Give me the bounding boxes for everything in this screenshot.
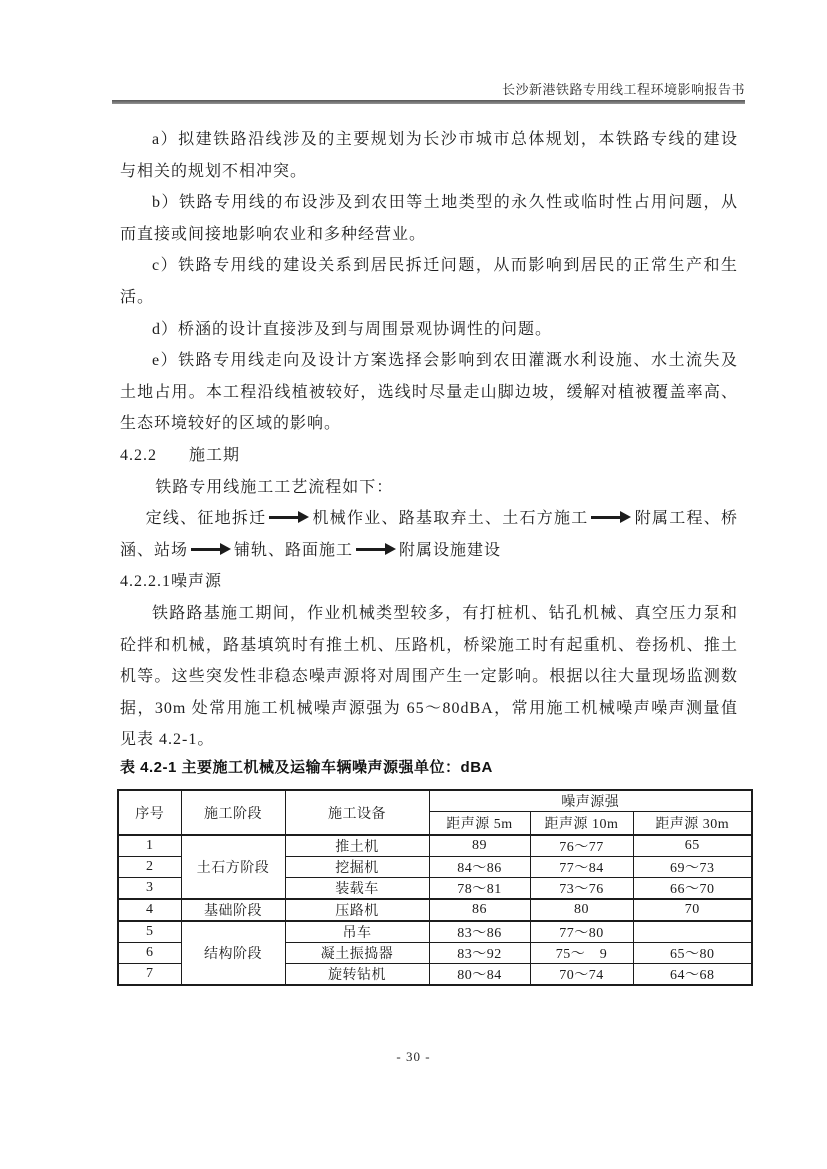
cell-5m: 83～92 [429,943,530,964]
cell-stage: 结构阶段 [181,921,285,985]
long-right-arrow-icon [191,548,221,551]
section-heading-4-2-2 [120,440,738,472]
process-step: 附属工程、桥涵、站场 [120,510,738,559]
cell-no: 5 [118,921,181,943]
process-flow [120,503,738,566]
process-intro: 铁路专用线施工工艺流程如下： [155,478,394,496]
cell-30m: 66～70 [633,878,752,900]
subsection-heading-4-2-2-1: 4.2.2.1噪声源 [120,573,223,591]
cell-30m: 70 [633,899,752,921]
col-header-stage: 施工阶段 [181,790,285,835]
cell-equipment: 挖掘机 [285,857,429,878]
table-row [118,921,752,943]
cell-10m: 73～76 [530,878,633,900]
cell-5m: 78～81 [429,878,530,900]
process-step: 铺轨、路面施工 [234,541,354,559]
cell-5m: 84～86 [429,857,530,878]
col-header-10m: 距声源 10m [530,812,633,836]
col-header-30m: 距声源 30m [633,812,752,836]
cell-10m: 76～77 [530,835,633,857]
col-header-noise-strength: 噪声源强 [429,790,752,812]
section-number: 4.2.2 [120,446,157,464]
cell-no: 6 [118,943,181,964]
body-text [120,124,738,756]
section-title: 施工期 [189,446,241,464]
cell-10m: 80 [530,899,633,921]
cell-stage: 土石方阶段 [181,835,285,899]
cell-equipment: 压路机 [285,899,429,921]
long-right-arrow-icon [591,516,621,519]
cell-10m: 77～84 [530,857,633,878]
col-header-5m: 距声源 5m [429,812,530,836]
cell-5m: 86 [429,899,530,921]
cell-equipment: 推土机 [285,835,429,857]
cell-equipment: 旋转钻机 [285,964,429,986]
header-rule [112,100,745,104]
cell-30m: 65～80 [633,943,752,964]
paragraph-item-a: a）拟建铁路沿线涉及的主要规划为长沙市城市总体规划，本铁路专线的建设与相关的规划不相冲突。 [120,131,738,180]
page-number: - 30 - [396,1049,431,1064]
cell-10m: 77～80 [530,921,633,943]
cell-10m: 70～74 [530,964,633,986]
cell-no: 3 [118,878,181,900]
cell-10m: 75～ 9 [530,943,633,964]
cell-30m [633,921,752,943]
noise-source-table [117,789,753,986]
process-step: 机械作业、路基取弃土、土石方施工 [312,510,589,528]
process-step: 附属设施建设 [399,541,502,559]
paragraph-item-c: c）铁路专用线的建设关系到居民拆迁问题，从而影响到居民的正常生产和生活。 [120,257,738,306]
long-right-arrow-icon [356,548,386,551]
cell-30m: 69～73 [633,857,752,878]
running-header-title: 长沙新港铁路专用线工程环境影响报告书 [501,82,745,97]
col-header-no: 序号 [118,790,181,835]
table-row [118,899,752,921]
process-step: 定线、征地拆迁 [145,510,267,528]
cell-no: 2 [118,857,181,878]
cell-no: 1 [118,835,181,857]
cell-5m: 83～86 [429,921,530,943]
cell-no: 7 [118,964,181,986]
cell-stage: 基础阶段 [181,899,285,921]
paragraph-item-b: b）铁路专用线的布设涉及到农田等土地类型的永久性或临时性占用问题，从而直接或间接地影响农业和多种经营业。 [120,194,738,243]
paragraph-item-e: e）铁路专用线走向及设计方案选择会影响到农田灌溉水利设施、水土流失及土地占用。本工程沿线植被较好，选线时尽量走山脚边坡，缓解对植被覆盖率高、生态环境较好的区域的影响。 [120,352,738,433]
cell-5m: 89 [429,835,530,857]
col-header-equipment: 施工设备 [285,790,429,835]
cell-5m: 80～84 [429,964,530,986]
cell-equipment: 吊车 [285,921,429,943]
cell-30m: 65 [633,835,752,857]
cell-30m: 64～68 [633,964,752,986]
paragraph-item-d: d）桥涵的设计直接涉及到与周围景观协调性的问题。 [152,320,553,338]
table-row [118,835,752,857]
long-right-arrow-icon [269,516,299,519]
cell-no: 4 [118,899,181,921]
noise-source-paragraph: 铁路路基施工期间，作业机械类型较多，有打桩机、钻孔机械、真空压力泵和砼拌和机械，路基填筑时有推土机、压路机，桥梁施工时有起重机、卷扬机、推土机等。这些突发性非稳态噪声源将对周围产生一定影响。根据以往大量现场监测数据，30m 处常用施工机械噪声源强为 65～80dBA，常用施工机械噪声噪声测量值见表 4.2-1。 [120,604,738,749]
table-caption: 表 4.2-1 主要施工机械及运输车辆噪声源强单位：dBA [120,759,493,776]
cell-equipment: 凝土振捣器 [285,943,429,964]
cell-equipment: 装载车 [285,878,429,900]
